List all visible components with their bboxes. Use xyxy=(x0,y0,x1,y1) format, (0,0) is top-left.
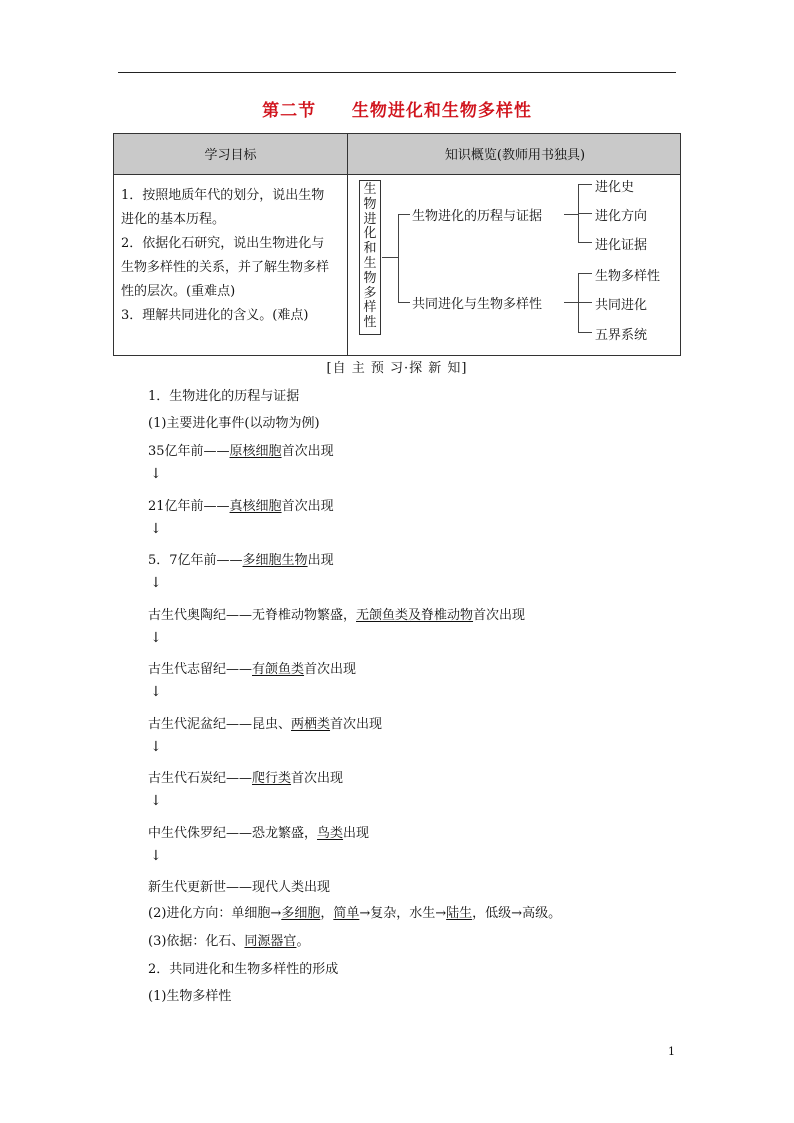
event-line xyxy=(148,876,330,895)
underlined-answer: 两栖类 xyxy=(291,716,331,732)
text-run: (2)进化方向：单细胞→ xyxy=(148,906,282,921)
root-char: 物 xyxy=(363,196,377,212)
event-line xyxy=(148,440,334,459)
tree-leaf: 共同进化 xyxy=(595,298,648,313)
down-arrow-icon: ↓ xyxy=(150,684,162,700)
text-run: (3)依据：化石、 xyxy=(148,934,245,949)
tree-leaf: 进化证据 xyxy=(595,238,648,253)
underlined-answer: 陆生 xyxy=(446,906,473,921)
page-number: 1 xyxy=(668,1045,675,1058)
text-run: 首次出现 xyxy=(304,662,357,677)
evolution-direction xyxy=(148,902,561,921)
table-divider xyxy=(347,134,348,355)
down-arrow-icon: ↓ xyxy=(150,629,162,646)
tree-connector xyxy=(578,273,592,274)
overview-table xyxy=(113,133,681,356)
text-run: 首次出现 xyxy=(473,607,526,623)
learning-goals-list xyxy=(121,184,341,328)
tree-leaf: 进化方向 xyxy=(595,209,648,224)
tree-leaf: 进化史 xyxy=(595,180,635,195)
goal-line: 1．按照地质年代的划分，说出生物 xyxy=(121,188,325,203)
heading-2: 2．共同进化和生物多样性的形成 xyxy=(148,962,339,977)
underlined-answer: 多细胞生物 xyxy=(242,553,308,568)
tree-connector xyxy=(578,332,592,333)
text-run: ，低级→高级。 xyxy=(472,906,562,921)
subheading-2: (1)生物多样性 xyxy=(148,989,232,1004)
tree-connector xyxy=(578,302,592,303)
event-line xyxy=(148,713,382,732)
subheading-1: (1)主要进化事件(以动物为例) xyxy=(148,416,320,431)
text-run: 出现 xyxy=(307,553,334,568)
text-run: 首次出现 xyxy=(330,716,383,732)
tree-branch-1: 生物进化的历程与证据 xyxy=(412,209,543,224)
root-char: 样 xyxy=(363,300,377,316)
goal-line: 2．依据化石研究，说出生物进化与 xyxy=(121,236,325,251)
tree-connector xyxy=(564,214,578,215)
event-line xyxy=(148,658,356,677)
tree-leaf: 五界系统 xyxy=(595,328,648,343)
tree-connector xyxy=(564,302,578,303)
underlined-answer: 爬行类 xyxy=(252,771,292,786)
tree-leaf: 生物多样性 xyxy=(595,269,661,284)
underlined-answer: 简单 xyxy=(333,906,360,921)
section-tag: [自 主 预 习·探 新 知] xyxy=(326,361,468,376)
tree-connector xyxy=(398,302,410,303)
goal-line: 生物多样性的关系，并了解生物多样 xyxy=(121,260,330,275)
underlined-answer: 鸟类 xyxy=(317,825,344,841)
page-title xyxy=(0,96,794,121)
goal-line: 进化的基本历程。 xyxy=(121,212,226,227)
underlined-answer: 原核细胞 xyxy=(229,444,282,459)
underlined-answer: 有颌鱼类 xyxy=(252,662,305,677)
text-run: 出现 xyxy=(343,825,370,841)
tree-connector xyxy=(578,213,592,214)
down-arrow-icon: ↓ xyxy=(150,738,162,755)
text-run: 35亿年前—— xyxy=(148,444,230,459)
underlined-answer: 真核细胞 xyxy=(229,498,282,514)
heading-1: 1．生物进化的历程与证据 xyxy=(148,389,300,404)
text-run: ， xyxy=(320,906,334,921)
tree-connector xyxy=(398,214,399,302)
root-char: 生 xyxy=(363,255,377,271)
root-char: 物 xyxy=(363,270,377,286)
text-run: 古生代奥陶纪——无脊椎动物繁盛， xyxy=(148,607,357,623)
text-run: 古生代泥盆纪——昆虫、 xyxy=(148,716,292,732)
event-line xyxy=(148,767,343,786)
down-arrow-icon: ↓ xyxy=(150,793,162,809)
header-learning-goals: 学习目标 xyxy=(204,148,257,163)
underlined-answer: 同源器官 xyxy=(244,934,297,949)
down-arrow-icon: ↓ xyxy=(150,520,162,537)
text-run: 新生代更新世——现代人类出现 xyxy=(148,880,331,895)
tree-root-box xyxy=(359,180,381,335)
goal-line: 性的层次。(重难点) xyxy=(121,284,236,299)
tree-connector xyxy=(398,214,410,215)
root-char: 和 xyxy=(363,241,377,257)
underlined-answer: 无颌鱼类及脊椎动物 xyxy=(356,607,474,623)
tree-branch-2: 共同进化与生物多样性 xyxy=(412,297,543,312)
text-run: 中生代侏罗纪——恐龙繁盛， xyxy=(148,825,318,841)
title-part2: 生物进化和生物多样性 xyxy=(351,101,532,121)
root-char: 性 xyxy=(363,315,377,331)
header-knowledge-overview: 知识概览(教师用书独具) xyxy=(444,148,586,163)
root-char: 多 xyxy=(363,285,377,301)
down-arrow-icon: ↓ xyxy=(150,466,162,482)
event-line xyxy=(148,604,525,623)
text-run: 古生代志留纪—— xyxy=(148,662,253,677)
text-run: 古生代石炭纪—— xyxy=(148,771,253,786)
root-char: 进 xyxy=(363,211,377,227)
root-char: 生 xyxy=(363,182,377,197)
tree-connector xyxy=(382,257,398,258)
top-rule xyxy=(118,72,676,73)
tree-connector xyxy=(578,184,592,185)
text-run: 首次出现 xyxy=(281,498,334,514)
event-line xyxy=(148,549,334,568)
text-run: 首次出现 xyxy=(281,444,334,459)
event-line xyxy=(148,495,334,514)
down-arrow-icon: ↓ xyxy=(150,847,162,864)
down-arrow-icon: ↓ xyxy=(150,575,162,591)
text-run: →复杂，水生→ xyxy=(359,906,447,921)
tree-connector xyxy=(578,242,592,243)
underlined-answer: 多细胞 xyxy=(281,906,321,921)
goal-line: 3．理解共同进化的含义。(难点) xyxy=(121,308,309,323)
evolution-basis xyxy=(148,930,309,949)
text-run: 首次出现 xyxy=(291,771,344,786)
text-run: 5．7亿年前—— xyxy=(148,553,243,568)
title-part1: 第二节 xyxy=(262,101,317,121)
text-run: 21亿年前—— xyxy=(148,498,230,514)
event-line xyxy=(148,822,369,841)
text-run: 。 xyxy=(296,934,310,949)
root-char: 化 xyxy=(363,226,377,242)
